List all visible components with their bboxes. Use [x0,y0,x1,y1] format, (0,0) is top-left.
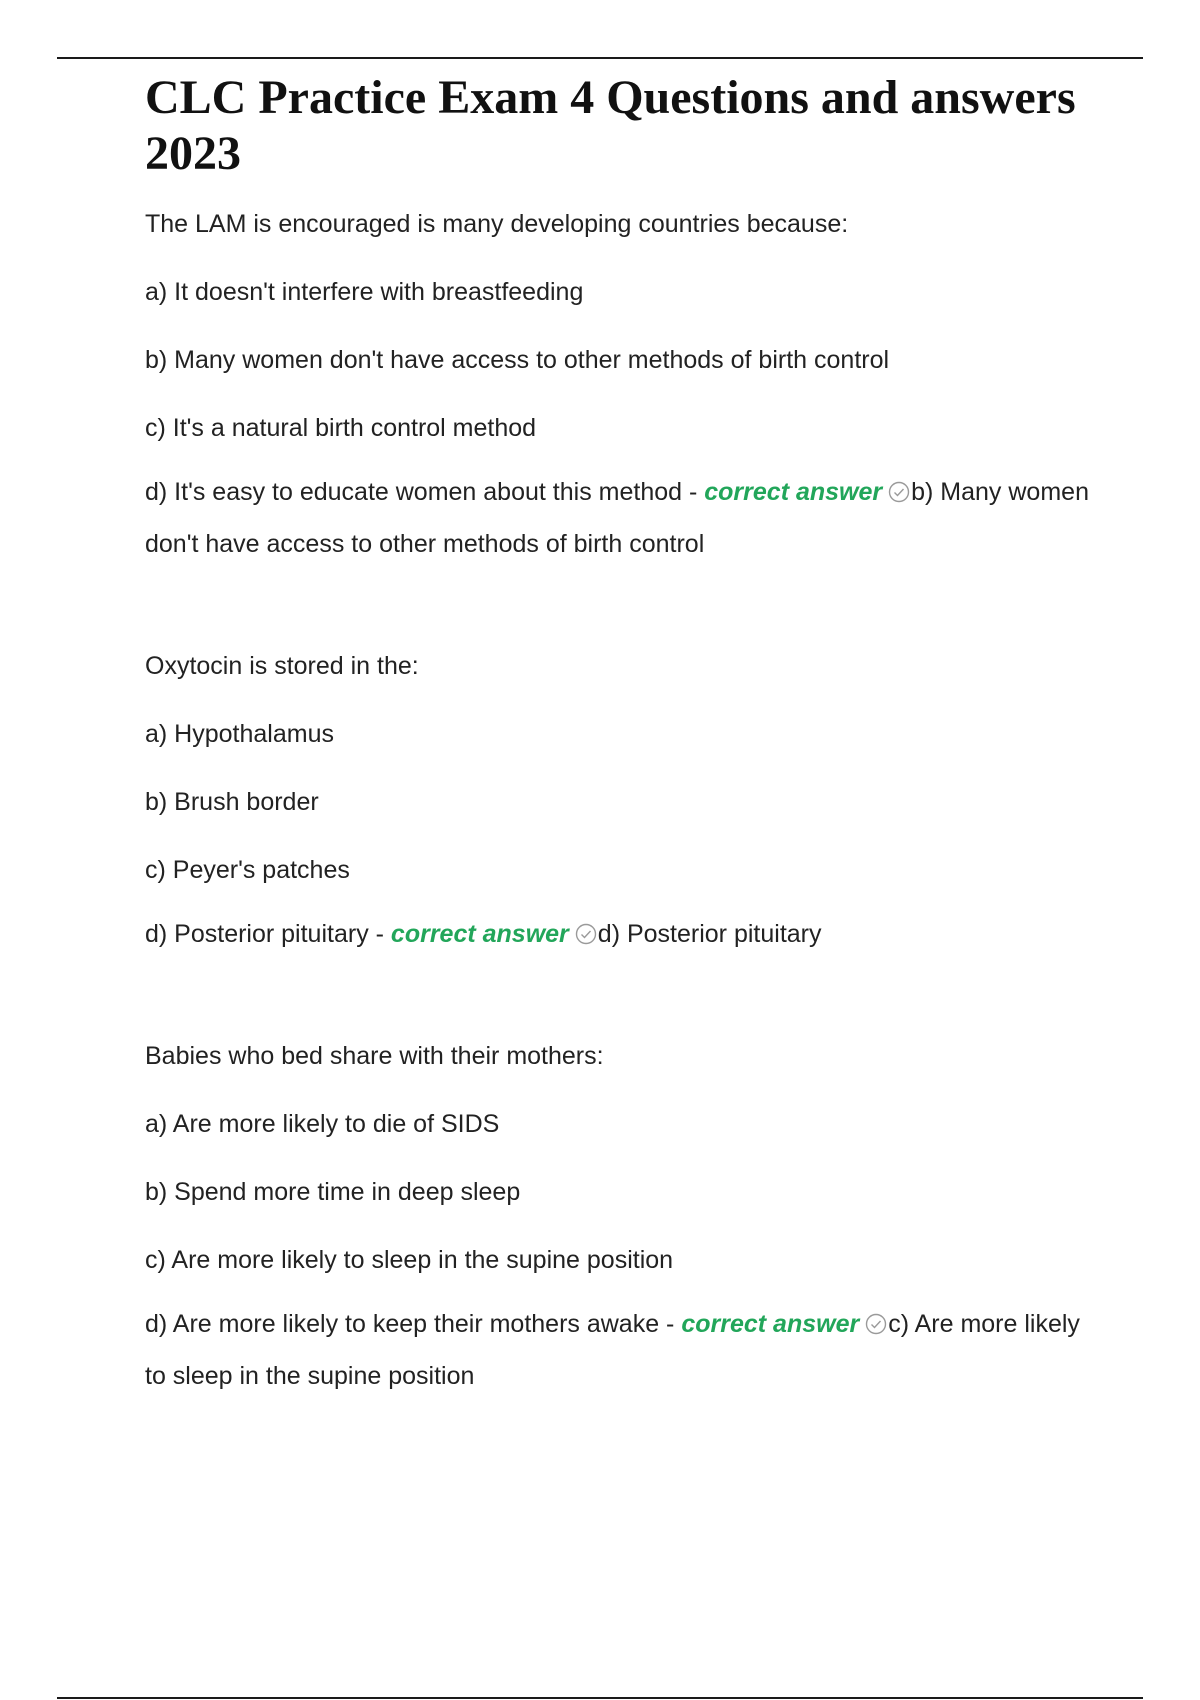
top-divider [57,57,1143,59]
option-d-with-answer [145,1298,1105,1402]
correct-answer-label: correct answer [704,478,883,506]
page-title: CLC Practice Exam 4 Questions and answers 2023 [145,71,1076,180]
option-a: a) Hypothalamus [145,720,334,748]
option-b: b) Spend more time in deep sleep [145,1178,521,1206]
question-prompt: Oxytocin is stored in the: [145,652,419,680]
question-prompt: Babies who bed share with their mothers: [145,1042,604,1070]
correct-answer-label: correct answer [681,1310,860,1338]
option-d-with-answer [145,908,1105,960]
question-block [145,646,1105,960]
check-circle-icon [865,1313,887,1335]
option-d-with-answer [145,466,1105,570]
correct-answer-label: correct answer [390,920,569,948]
check-circle-icon [888,481,910,503]
answer-text: b) Many women don't have access to other methods of birth control [145,478,1089,558]
page-content [145,70,1105,1402]
question-block [145,204,1105,570]
option-a: a) It doesn't interfere with breastfeeding [145,278,584,306]
option-c: c) Peyer's patches [145,856,350,884]
option-b: b) Many women don't have access to other methods of birth control [145,346,890,374]
option-c: c) Are more likely to sleep in the supine position [145,1246,674,1274]
bottom-divider [57,1697,1143,1699]
question-block [145,1036,1105,1402]
option-d: d) Are more likely to keep their mothers awake - [145,1310,682,1338]
question-prompt: The LAM is encouraged is many developing countries because: [145,210,849,238]
option-d: d) Posterior pituitary - [145,920,391,948]
check-circle-icon [575,923,597,945]
option-d: d) It's easy to educate women about this method - [145,478,705,506]
option-b: b) Brush border [145,788,319,816]
option-a: a) Are more likely to die of SIDS [145,1110,500,1138]
answer-text: d) Posterior pituitary [597,920,822,948]
answer-text: c) Are more likely to sleep in the supine position [145,1310,1080,1390]
option-c: c) It's a natural birth control method [145,414,537,442]
